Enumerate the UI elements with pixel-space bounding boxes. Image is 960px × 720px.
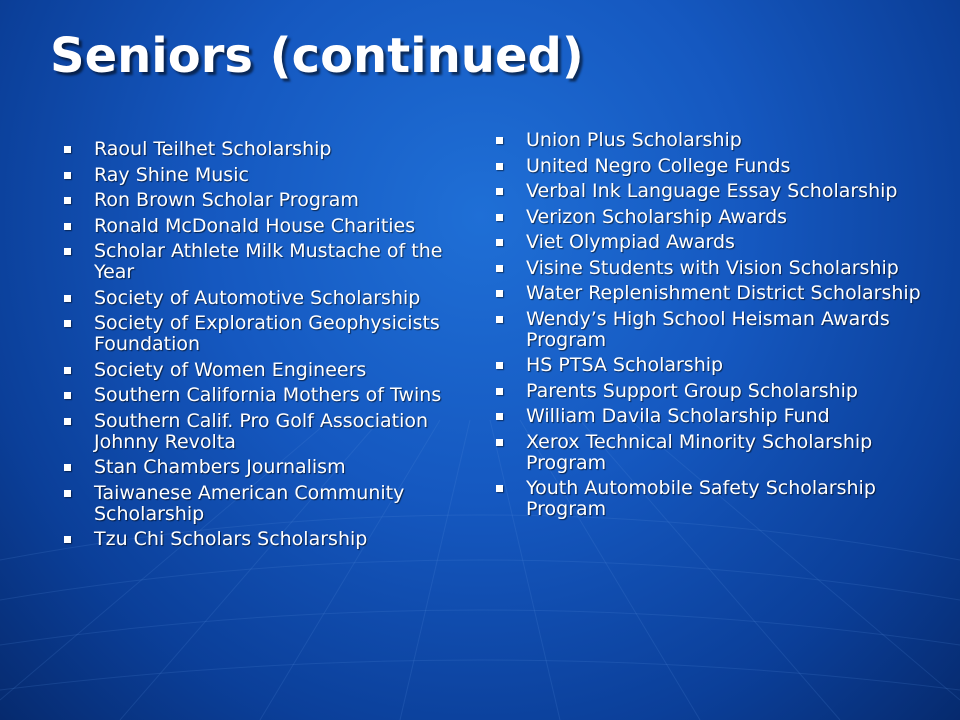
square-bullet-icon bbox=[64, 320, 71, 327]
list-item bbox=[488, 406, 948, 427]
square-bullet-icon bbox=[64, 418, 71, 425]
list-item-text: Tzu Chi Scholars Scholarship bbox=[94, 528, 368, 550]
square-bullet-icon bbox=[496, 413, 503, 420]
list-item-text: Ron Brown Scholar Program bbox=[94, 189, 359, 211]
list-item-text: Verizon Scholarship Awards bbox=[526, 205, 788, 228]
list-item bbox=[56, 190, 486, 211]
list-item bbox=[488, 130, 948, 151]
list-item bbox=[56, 313, 486, 355]
list-item bbox=[56, 241, 486, 283]
list-item-text: Society of Exploration Geophysicists Foundation bbox=[94, 312, 440, 355]
list-item bbox=[56, 411, 486, 453]
list-item bbox=[488, 309, 948, 351]
square-bullet-icon bbox=[496, 163, 503, 170]
list-item-text: Parents Support Group Scholarship bbox=[526, 379, 858, 402]
list-item-text: Viet Olympiad Awards bbox=[526, 231, 735, 253]
list-item-text: Water Replenishment District Scholarship bbox=[526, 282, 921, 304]
list-item bbox=[488, 181, 948, 202]
square-bullet-icon bbox=[496, 485, 503, 492]
list-item-text: Ronald McDonald House Charities bbox=[94, 214, 416, 237]
square-bullet-icon bbox=[64, 223, 71, 230]
square-bullet-icon bbox=[64, 197, 71, 204]
list-item bbox=[488, 478, 948, 520]
square-bullet-icon bbox=[64, 464, 71, 471]
list-item bbox=[56, 360, 486, 381]
list-item bbox=[56, 288, 486, 309]
list-item-text: Ray Shine Music bbox=[94, 163, 249, 186]
left-scholarship-list bbox=[56, 139, 486, 555]
square-bullet-icon bbox=[496, 439, 503, 446]
list-item bbox=[56, 139, 486, 160]
list-item bbox=[56, 529, 486, 550]
list-item bbox=[488, 355, 948, 376]
list-item-text: Stan Chambers Journalism bbox=[94, 456, 346, 478]
square-bullet-icon bbox=[496, 265, 503, 272]
square-bullet-icon bbox=[496, 316, 503, 323]
list-item-text: Taiwanese American Community Scholarship bbox=[94, 481, 405, 525]
list-item bbox=[56, 457, 486, 478]
list-item bbox=[56, 385, 486, 406]
square-bullet-icon bbox=[496, 362, 503, 369]
list-item bbox=[488, 432, 948, 474]
list-item bbox=[488, 258, 948, 279]
list-item-text: Wendy’s High School Heisman Awards Program bbox=[526, 307, 890, 351]
square-bullet-icon bbox=[64, 392, 71, 399]
square-bullet-icon bbox=[496, 137, 503, 144]
list-item-text: Raoul Teilhet Scholarship bbox=[94, 138, 332, 160]
list-item bbox=[488, 207, 948, 228]
list-item-text: Union Plus Scholarship bbox=[526, 129, 742, 151]
square-bullet-icon bbox=[64, 295, 71, 302]
square-bullet-icon bbox=[496, 214, 503, 221]
list-item bbox=[488, 283, 948, 304]
list-item-text: William Davila Scholarship Fund bbox=[526, 405, 830, 427]
list-item bbox=[488, 156, 948, 177]
list-item-text: Scholar Athlete Milk Mustache of the Year bbox=[94, 240, 443, 283]
square-bullet-icon bbox=[496, 388, 503, 395]
right-scholarship-list bbox=[488, 130, 948, 525]
list-item bbox=[488, 232, 948, 253]
list-item bbox=[56, 216, 486, 237]
square-bullet-icon bbox=[64, 172, 71, 179]
list-item-text: Youth Automobile Safety Scholarship Program bbox=[526, 477, 876, 520]
list-item-text: HS PTSA Scholarship bbox=[526, 354, 724, 376]
slide-title: Seniors (continued) bbox=[50, 28, 584, 84]
list-item-text: Visine Students with Vision Scholarship bbox=[526, 256, 899, 279]
square-bullet-icon bbox=[496, 290, 503, 297]
list-item-text: Verbal Ink Language Essay Scholarship bbox=[526, 180, 898, 202]
list-item bbox=[488, 381, 948, 402]
square-bullet-icon bbox=[496, 188, 503, 195]
list-item-text: Southern Calif. Pro Golf Association Johnny Revolta bbox=[94, 409, 429, 453]
square-bullet-icon bbox=[64, 490, 71, 497]
list-item bbox=[56, 483, 486, 525]
square-bullet-icon bbox=[64, 536, 71, 543]
list-item bbox=[56, 165, 486, 186]
square-bullet-icon bbox=[64, 146, 71, 153]
list-item-text: Society of Automotive Scholarship bbox=[94, 286, 421, 309]
list-item-text: United Negro College Funds bbox=[526, 154, 791, 177]
square-bullet-icon bbox=[64, 248, 71, 255]
list-item-text: Society of Women Engineers bbox=[94, 358, 367, 381]
list-item-text: Southern California Mothers of Twins bbox=[94, 384, 442, 406]
square-bullet-icon bbox=[496, 239, 503, 246]
list-item-text: Xerox Technical Minority Scholarship Program bbox=[526, 430, 873, 474]
square-bullet-icon bbox=[64, 367, 71, 374]
